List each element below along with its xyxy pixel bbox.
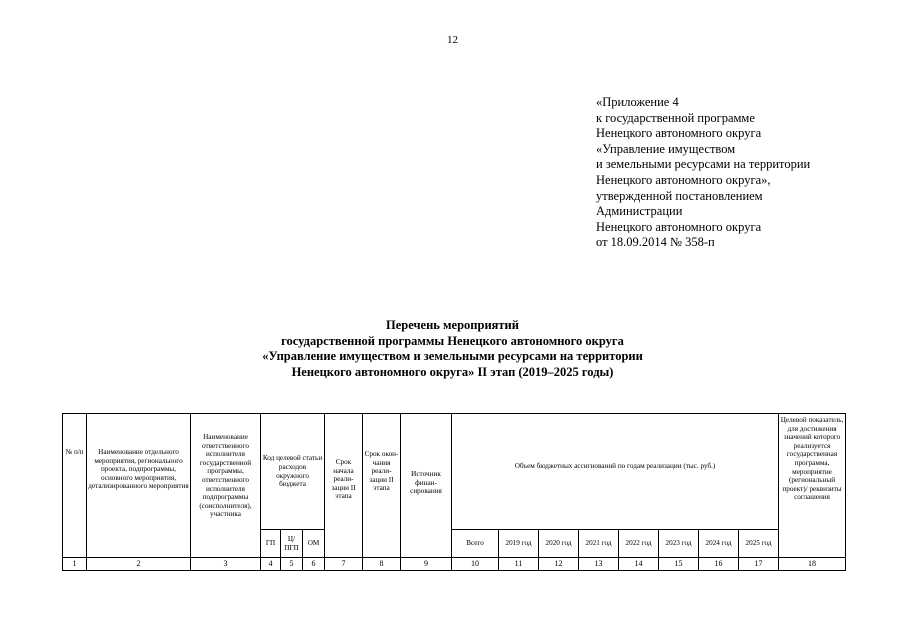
header-budget: Объем бюджетных ассигнований по годам реализации (тыс. руб.) xyxy=(452,414,779,530)
header-total: Всего xyxy=(452,530,499,558)
header-name: Наименование отдельного мероприятия, регионального проекта, подпрограммы, основного мероприятия, детализированного мероприятия xyxy=(87,414,191,558)
header-year: 2021 год xyxy=(579,530,619,558)
header-start: Срок начала реали-зации II этапа xyxy=(325,414,363,558)
appendix-line: и земельными ресурсами на территории xyxy=(596,157,811,172)
header-year: 2024 год xyxy=(699,530,739,558)
column-number: 9 xyxy=(401,558,452,571)
header-end: Срок окон-чания реали-зации II этапа xyxy=(363,414,401,558)
title-line: Ненецкого автономного округа» II этап (2019–2025 годы) xyxy=(291,364,614,379)
appendix-line: от 18.09.2014 № 358-п xyxy=(596,235,715,250)
column-number: 16 xyxy=(699,558,739,571)
appendix-note xyxy=(596,95,810,251)
appendix-line: «Управление имуществом xyxy=(596,141,736,156)
column-number: 8 xyxy=(363,558,401,571)
page-number: 12 xyxy=(447,34,458,46)
title-line: Перечень мероприятий xyxy=(386,318,519,332)
header-target-code: Код целевой статьи расходов окружного бюджета xyxy=(261,414,325,530)
appendix-line: Ненецкого автономного округа», xyxy=(596,172,771,187)
appendix-line: Ненецкого автономного округа xyxy=(596,219,762,234)
column-number: 6 xyxy=(303,558,325,571)
appendix-line: к государственной программе xyxy=(596,110,755,125)
header-indicator: Целевой показатель, для достижения значений которого реализуется государственная программа, мероприятие (региональный проект)/ реквизиты соглашения xyxy=(779,414,846,558)
header-year: 2022 год xyxy=(619,530,659,558)
header-year: 2019 год xyxy=(499,530,539,558)
column-number: 17 xyxy=(739,558,779,571)
header-year: 2025 год xyxy=(739,530,779,558)
appendix-line: Администрации xyxy=(596,204,683,219)
appendix-line: Ненецкого автономного округа xyxy=(596,126,762,141)
title-line: государственной программы Ненецкого автономного округа xyxy=(281,333,624,348)
column-number: 14 xyxy=(619,558,659,571)
column-number: 7 xyxy=(325,558,363,571)
appendix-line: утвержденной постановлением xyxy=(596,188,763,203)
header-om: ОМ xyxy=(303,530,325,558)
column-number: 15 xyxy=(659,558,699,571)
column-number: 12 xyxy=(539,558,579,571)
column-number: 13 xyxy=(579,558,619,571)
column-number: 18 xyxy=(779,558,846,571)
header-year: 2020 год xyxy=(539,530,579,558)
header-gp: ГП xyxy=(261,530,281,558)
column-number: 3 xyxy=(191,558,261,571)
header-source: Источник финан-сирования xyxy=(401,414,452,558)
column-number: 1 xyxy=(63,558,87,571)
header-year: 2023 год xyxy=(659,530,699,558)
header-executor: Наименование ответственного исполнителя государственной программы, ответственного исполнителя подпрограммы (соисполнителя), участника xyxy=(191,414,261,558)
header-num: № п/п xyxy=(63,414,87,558)
events-table xyxy=(62,413,846,571)
appendix-line: «Приложение 4 xyxy=(596,95,679,109)
header-cp: Ц/ ПГП xyxy=(281,530,303,558)
column-number: 11 xyxy=(499,558,539,571)
column-number: 5 xyxy=(281,558,303,571)
column-number: 4 xyxy=(261,558,281,571)
title-line: «Управление имуществом и земельными ресурсами на территории xyxy=(262,349,643,363)
column-number: 2 xyxy=(87,558,191,571)
document-title xyxy=(0,318,905,380)
column-number: 10 xyxy=(452,558,499,571)
